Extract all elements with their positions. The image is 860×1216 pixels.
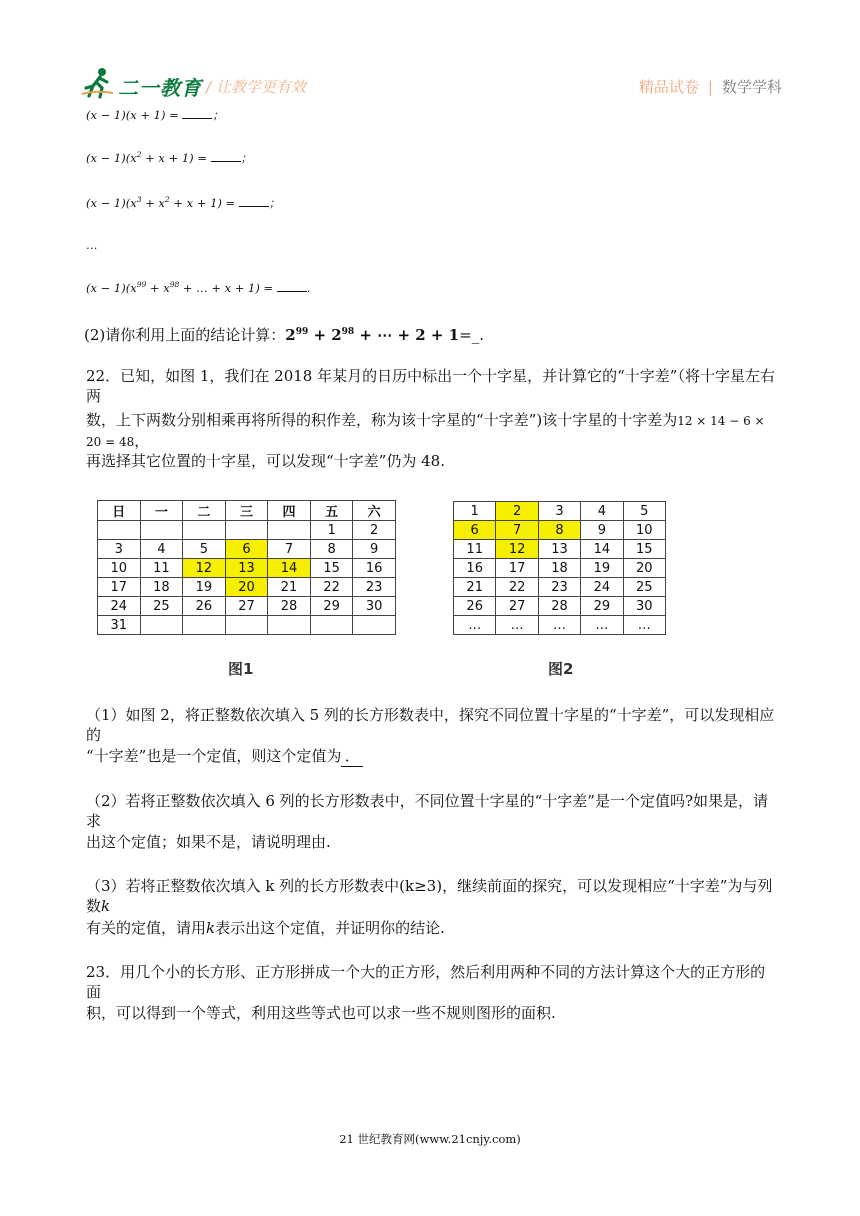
eq4-sup2: 98 (169, 280, 180, 289)
eq3-sup1: 3 (136, 195, 142, 205)
eq2-sup: 2 (136, 150, 142, 160)
table-cell: … (538, 616, 580, 635)
answer-blank (182, 108, 212, 119)
table-cell: 23 (538, 578, 580, 597)
table-cell: … (581, 616, 623, 635)
table-cell: 18 (140, 578, 183, 597)
table-cell: … (496, 616, 538, 635)
table-cell: 10 (623, 521, 665, 540)
table-cell: 17 (496, 559, 538, 578)
eq4-a: (x − 1)(x (86, 280, 137, 295)
table-cell: 28 (268, 597, 311, 616)
table-cell: 27 (496, 597, 538, 616)
table-row (98, 578, 396, 597)
header-subject: 数学学科 (721, 78, 782, 96)
table-cell: 9 (353, 540, 396, 559)
semicolon: ； (212, 108, 224, 122)
table-cell: 27 (225, 597, 268, 616)
table-cell: 2 (496, 502, 538, 521)
number-table-figure-2 (453, 501, 666, 635)
table-cell: 1 (310, 521, 353, 540)
table-cell: 13 (225, 559, 268, 578)
q22-part1-text: “十字差”也是一个定值，则这个定值为 (86, 747, 342, 765)
table-cell: 25 (623, 578, 665, 597)
table-cell: 26 (454, 597, 496, 616)
table-cell: 7 (268, 540, 311, 559)
table-cell: 26 (183, 597, 226, 616)
semicolon: ； (268, 196, 281, 210)
table-cell: 11 (140, 559, 183, 578)
part2-expr-b: + 2 (308, 326, 342, 344)
equation-1 (86, 107, 224, 123)
answer-blank: ． (341, 746, 363, 767)
q22-part3-text-c: 表示出这个定值，并证明你的结论. (215, 919, 445, 937)
q22-part1-line2 (86, 746, 780, 767)
table-cell: 9 (581, 521, 623, 540)
header-divider: | (707, 78, 713, 96)
table-cell: 8 (310, 540, 353, 559)
table-cell: 8 (538, 521, 580, 540)
table-cell (183, 521, 226, 540)
table-cell: 29 (581, 597, 623, 616)
table-cell (140, 616, 183, 635)
table-cell: … (623, 616, 665, 635)
table-cell: 22 (310, 578, 353, 597)
table-row (98, 559, 396, 578)
table-row (454, 521, 666, 540)
runner-logo-icon (80, 66, 114, 100)
table-cell: 5 (623, 502, 665, 521)
table-row (454, 502, 666, 521)
table-cell: 2 (353, 521, 396, 540)
eq4-c: + … + x + 1) = (179, 280, 277, 295)
table-cell: 4 (581, 502, 623, 521)
table-row (98, 616, 396, 635)
table-cell: 23 (353, 578, 396, 597)
q23-line2: 积，可以得到一个等式，利用这些等式也可以求一些不规则图形的面积. (86, 1004, 556, 1022)
table-cell: 10 (98, 559, 141, 578)
table-cell: 3 (98, 540, 141, 559)
table-row (454, 597, 666, 616)
part2-expr-a: 2 (285, 326, 296, 344)
table-cell: 20 (623, 559, 665, 578)
table-cell: 30 (353, 597, 396, 616)
table-cell: 14 (268, 559, 311, 578)
logo-text: 二一教育 (118, 76, 202, 100)
q22-part3-text-a: （3）若将正整数依次填入 k 列的长方形数表中(k≥3)，继续前面的探究，可以发现相应“十字差”为与列数 (86, 877, 773, 915)
eq3-b: + x (141, 196, 165, 210)
variable-k: k (206, 919, 216, 937)
table-cell (268, 616, 311, 635)
q22-line2-b: ， (134, 432, 150, 450)
table-row (98, 521, 396, 540)
table-cell: 19 (581, 559, 623, 578)
table-cell: 5 (183, 540, 226, 559)
table-cell: 19 (183, 578, 226, 597)
eq2-b: + x + 1) = (141, 151, 211, 165)
period: . (306, 280, 311, 295)
q22-line3: 再选择其它位置的十字星，可以发现“十字差”仍为 48. (86, 452, 445, 470)
variable-k: k (101, 897, 111, 915)
table-cell: 21 (268, 578, 311, 597)
table-cell: 30 (623, 597, 665, 616)
table-cell: 3 (538, 502, 580, 521)
q22-formula: 12 × 14 − 6 × 20 = 48 (86, 414, 765, 449)
equation-3 (86, 195, 280, 211)
q22-line1: 22．已知，如图 1，我们在 2018 年某月的日历中标出一个十字星，并计算它的“十字差”（将十字星左右两 (86, 367, 775, 405)
table-cell (98, 521, 141, 540)
table-cell: 15 (623, 540, 665, 559)
table-cell: 1 (454, 502, 496, 521)
table-cell: 18 (538, 559, 580, 578)
eq3-c: + x + 1) = (169, 196, 239, 210)
part2-sup1: 99 (295, 327, 309, 337)
q23-line1: 23．用几个小的长方形、正方形拼成一个大的正方形，然后利用两种不同的方法计算这个大的正方形的面 (86, 963, 766, 1001)
table-cell: … (454, 616, 496, 635)
table-cell: 6 (454, 521, 496, 540)
q22-part1-line1: （1）如图 2，将正整数依次填入 5 列的长方形数表中，探究不同位置十字星的“十字差”，可以发现相应的 (86, 706, 775, 744)
answer-blank (211, 151, 241, 162)
table-row (454, 559, 666, 578)
table-cell: 17 (98, 578, 141, 597)
eq4-b: + x (146, 280, 170, 295)
table-cell (140, 521, 183, 540)
table-cell: 22 (496, 578, 538, 597)
calendar-header-cell: 二 (183, 501, 226, 521)
figure-1-caption: 图1 (228, 660, 254, 678)
table-cell: 4 (140, 540, 183, 559)
answer-blank (277, 281, 307, 292)
calendar-header-cell: 六 (353, 501, 396, 521)
part2-sup2: 98 (341, 327, 355, 337)
q22-part3-text-b: 有关的定值，请用 (86, 919, 207, 937)
table-cell: 15 (310, 559, 353, 578)
part2-suffix: =_. (459, 326, 484, 344)
table-cell: 29 (310, 597, 353, 616)
eq3-a: (x − 1)(x (86, 196, 137, 210)
semicolon: ； (240, 151, 253, 165)
table-cell: 20 (225, 578, 268, 597)
table-cell: 12 (183, 559, 226, 578)
header-right (639, 76, 782, 97)
table-row (98, 597, 396, 616)
ellipsis: … (86, 238, 98, 252)
table-row (454, 578, 666, 597)
part2-line (84, 322, 778, 345)
q22-line2 (86, 410, 780, 452)
table-row (454, 540, 666, 559)
eq2-a: (x − 1)(x (86, 151, 137, 165)
table-cell (225, 616, 268, 635)
calendar-header-cell: 五 (310, 501, 353, 521)
calendar-header-cell: 四 (268, 501, 311, 521)
q22-part3-line2 (86, 918, 780, 938)
answer-blank (239, 196, 269, 207)
table-cell: 25 (140, 597, 183, 616)
eq4-sup1: 99 (136, 280, 147, 289)
slogan: / 让教学更有效 (206, 78, 306, 96)
figure-2-caption: 图2 (548, 660, 574, 678)
eq3-sup2: 2 (164, 195, 170, 205)
header-label: 精品试卷 (638, 78, 699, 96)
table-cell (225, 521, 268, 540)
table-cell: 11 (454, 540, 496, 559)
table-cell: 12 (496, 540, 538, 559)
calendar-header-cell: 三 (225, 501, 268, 521)
q22-part2-line2: 出这个定值；如果不是，请说明理由. (86, 833, 331, 851)
table-cell: 16 (353, 559, 396, 578)
calendar-figure-1 (97, 500, 396, 635)
table-cell: 24 (581, 578, 623, 597)
part2-expr-c: + ⋯ + 2 + 1 (354, 326, 460, 344)
table-cell: 28 (538, 597, 580, 616)
table-row (98, 540, 396, 559)
q22-line2-a: 数，上下两数分别相乘再将所得的积作差，称为该十字星的“十字差”)该十字星的十字差为 (86, 411, 678, 429)
q22-part3-line1 (86, 876, 780, 916)
q22-part2-line1: （2）若将正整数依次填入 6 列的长方形数表中，不同位置十字星的“十字差”是一个定值吗?如果是，请求 (86, 792, 769, 830)
table-cell: 7 (496, 521, 538, 540)
table-row (454, 616, 666, 635)
table-cell: 14 (581, 540, 623, 559)
table-cell: 21 (454, 578, 496, 597)
table-cell: 31 (98, 616, 141, 635)
table-cell (310, 616, 353, 635)
table-cell (353, 616, 396, 635)
table-cell: 24 (98, 597, 141, 616)
table-cell (268, 521, 311, 540)
table-cell: 6 (225, 540, 268, 559)
table-cell: 16 (454, 559, 496, 578)
equation-2 (86, 150, 252, 166)
eq1-text: (x − 1)(x + 1) = (86, 108, 183, 122)
calendar-header-cell: 一 (140, 501, 183, 521)
part2-prefix: (2)请你利用上面的结论计算： (84, 326, 286, 344)
table-cell: 13 (538, 540, 580, 559)
equation-4 (86, 280, 310, 295)
page-footer: 21 世纪教育网(www.21cnjy.com) (339, 1132, 521, 1146)
table-cell (183, 616, 226, 635)
calendar-header-cell: 日 (98, 501, 141, 521)
